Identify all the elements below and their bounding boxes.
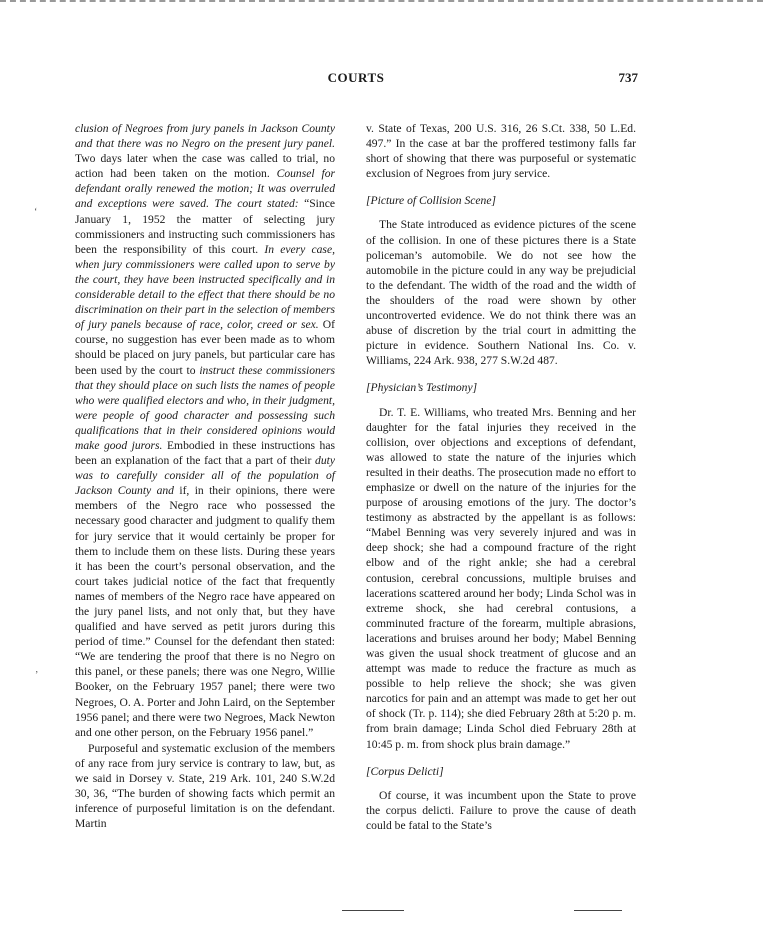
text-run: if, in their opinions, there were members of the Negro race who possessed the necessary good character and judgment to qualify them for jury service that it would certainly be proper for them to include them on these lists. During these years it has been the court’s personal observation, and the court takes judicial notice of the fact that frequently names of members of the Negro race have appeared on the jury panel lists, and not only that, but they have qualified and have served as petit jurors during this period of time.” Counsel for the defendant then stated: “We are tendering the proof that there is no Negro on this panel, or these panels; there was one Negro, Willie Booker, on the February 1957 panel; there were two Negroes, O. A. Porter and John Laird, on the September 1956 panel; and there were two Negroes, Mack Newton and one other person, on the February 1956 panel.” bbox=[75, 484, 335, 739]
text-run: Two days later when the case was called to trial, no action had been taken on the motion. bbox=[75, 152, 335, 181]
text-run: duty was to carefully consider all of the population of Jackson County and bbox=[75, 454, 335, 498]
margin-mark: ‘ bbox=[34, 207, 38, 218]
left-paragraph-1 bbox=[75, 121, 335, 740]
right-paragraph-2: The State introduced as evidence pictures of the scene of the collision. In one of these pictures there is a State policeman’s automobile. We do not see how the automobile in the picture could in any way be prejudicial to the defendant. The width of the road and the width of the shoulders of the road were shown by other uncontroverted evidence. We do not think there was an abuse of discretion by the trial court in admitting the picture in evidence. Southern National Ins. Co. v. Williams, 224 Ark. 938, 277 S.W.2d 487. bbox=[366, 218, 636, 368]
section-heading-picture: [Picture of Collision Scene] bbox=[366, 194, 496, 208]
page-number: 737 bbox=[618, 70, 638, 85]
text-run: Counsel for defendant orally renewed the motion; It was overruled and exceptions were saved. The court stated: bbox=[75, 167, 336, 211]
right-paragraph-1: v. State of Texas, 200 U.S. 316, 26 S.Ct. 338, 50 L.Ed. 497.” In the case at bar the proffered testimony falls far short of showing that there was purposeful or systematic exclusion of Negroes from jury service. bbox=[366, 122, 636, 181]
page-header bbox=[74, 70, 638, 88]
left-column bbox=[75, 121, 335, 832]
text-run: instruct these commissioners that they should place on such lists the names of people who were qualified electors and who, in their judgment, were people of good character and possessing such qualifications that in their considered opinions would make good jurors. bbox=[75, 363, 336, 452]
text-run: Of course, no suggestion has ever been made as to whom should be placed on jury panels, but particular care has been used by the court to bbox=[75, 318, 335, 377]
left-paragraph-2: Purposeful and systematic exclusion of the members of any race from jury service is contrary to law, but, as we said in Dorsey v. State, 219 Ark. 101, 240 S.W.2d 30, 36, “The burden of showing facts which permit an inference of purposeful limitation is on the defendant. Martin bbox=[75, 741, 335, 831]
margin-mark: ’ bbox=[35, 670, 39, 681]
footer-rules bbox=[0, 910, 763, 920]
top-border bbox=[0, 0, 763, 2]
running-title: COURTS bbox=[327, 70, 385, 85]
footer-rule bbox=[574, 910, 622, 911]
footer-rule bbox=[342, 910, 404, 911]
text-run: In every case, when jury commissioners were called upon to serve by the court, they have been instructed specifically and in considerable detail to the effect that there should be no discrimination on their part in the selection of members of jury panels because of race, color, creed or sex. bbox=[75, 242, 335, 332]
right-paragraph-3: Dr. T. E. Williams, who treated Mrs. Benning and her daughter for the fatal injuries they received in the collision, over objections and exceptions of defendant, was allowed to state the nature of the injuries which resulted in their deaths. The prosecution made no effort to emphasize or dwell on the nature of the injuries for the purpose of arousing emotions of the jury. The doctor’s testimony as abstracted by the appellant is as follows: “Mabel Benning was very severely injured and was in deep shock; she had a compound fracture of the right elbow and of the right ankle; she had a cerebral contusion, cerebral concussions, multiple bruises and lacerations scattered around her body; Linda Schol was in extreme shock, she had cerebral contusions, a comminuted fracture of the forearm, multiple abrasions, lacerations and bruises around her body; Mabel Benning was given the usual shock treatment of glucose and an attempt was made to reduce the fracture as much as possible to help relieve the shock; she was given narcotics for pain and an attempt was made to get her out of shock (Tr. p. 114); she died February 28th at 5:20 p. m. from brain damage; Linda Schol died February 28th at 10:45 p. m. from shock plus brain damage.” bbox=[366, 405, 636, 751]
section-heading-corpus-delicti: [Corpus Delicti] bbox=[366, 764, 444, 778]
right-paragraph-4: Of course, it was incumbent upon the State to prove the corpus delicti. Failure to prove the cause of death could be fatal to the State’s bbox=[366, 788, 636, 832]
text-run: “Since January 1, 1952 the matter of selecting jury commissioners and instructing such commissioners has been the responsibility of this court. bbox=[75, 197, 335, 256]
text-run: Embodied in these instructions has been an explanation of the fact that a part of their bbox=[75, 438, 336, 468]
right-column bbox=[366, 121, 636, 834]
text-run: clusion of Negroes from jury panels in Jackson County and that there was no Negro on the present jury panel. bbox=[75, 122, 335, 151]
section-heading-physician: [Physician’s Testimony] bbox=[366, 381, 478, 395]
